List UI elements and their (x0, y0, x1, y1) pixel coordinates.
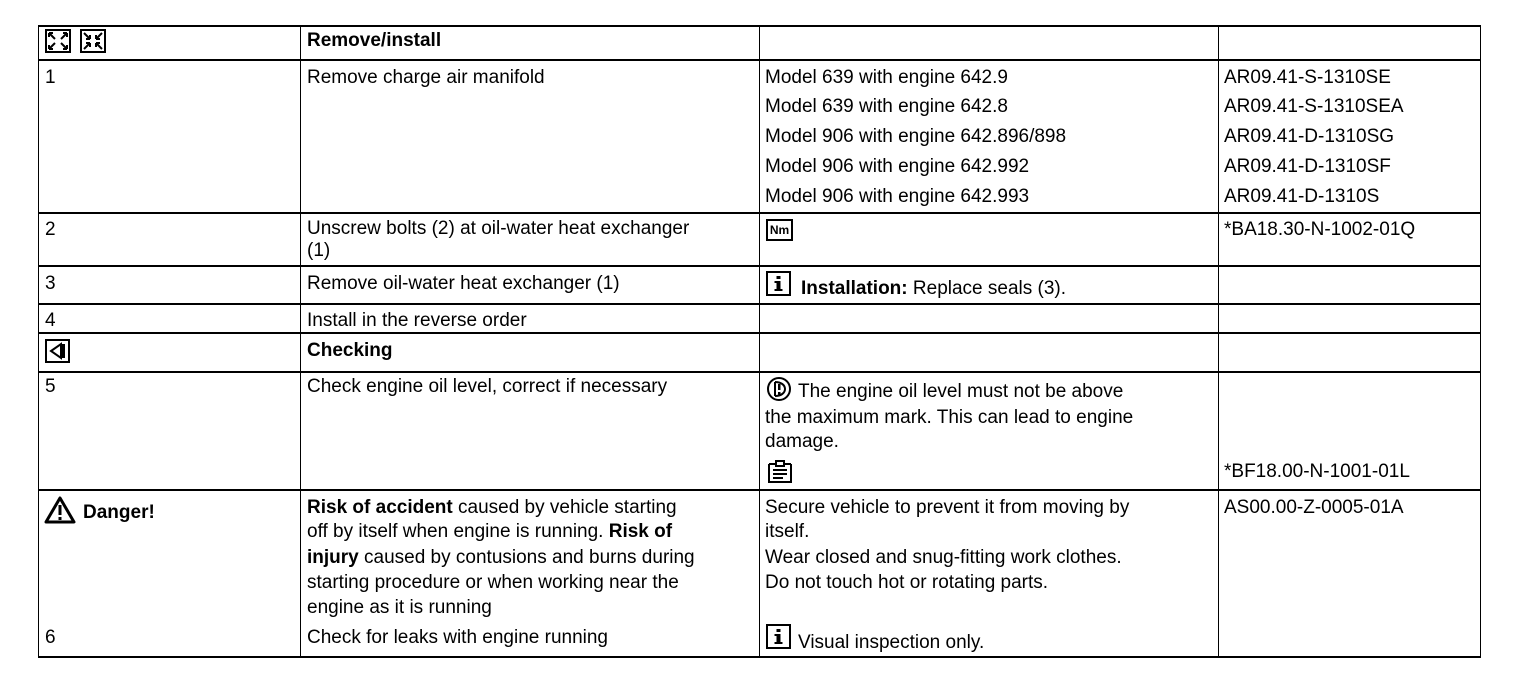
model-variant: Model 639 with engine 642.8 (765, 96, 1008, 117)
model-variant: Model 906 with engine 642.896/898 (765, 126, 1067, 147)
step-description: Remove oil-water heat exchanger (1) (307, 273, 620, 294)
danger-label: Danger! (83, 502, 155, 523)
col-divider (38, 25, 39, 658)
section-title-checking: Checking (307, 340, 393, 361)
torque-nm-icon[interactable]: Nm (766, 219, 793, 241)
col-divider (759, 25, 760, 658)
info-icon[interactable] (766, 271, 791, 296)
reference-link[interactable]: AR09.41-D-1310SF (1224, 156, 1391, 177)
risk-text-line: engine as it is running (307, 597, 492, 618)
risk-text-line (307, 520, 672, 544)
risk-text-line: starting procedure or when working near the (307, 572, 679, 593)
inspection-note: Visual inspection only. (798, 632, 985, 653)
col-divider (1218, 25, 1219, 658)
risk-injury-text: caused by contusions and burns during (358, 547, 695, 568)
risk-text-line (307, 546, 695, 570)
caution-text-cont: damage. (765, 431, 839, 452)
row-divider (38, 332, 1481, 334)
notepad-icon[interactable] (766, 460, 794, 484)
step-number: 4 (45, 310, 56, 331)
step-number: 6 (45, 627, 56, 648)
step-description: Check engine oil level, correct if necessary (307, 376, 668, 397)
step-description: Check for leaks with engine running (307, 627, 609, 648)
model-variant: Model 906 with engine 642.993 (765, 186, 1030, 207)
collapse-arrows-icon[interactable] (80, 29, 106, 53)
safety-measure: Do not touch hot or rotating parts. (765, 572, 1049, 593)
model-variant: Model 906 with engine 642.992 (765, 156, 1030, 177)
safety-measure: itself. (765, 521, 810, 542)
section-title-remove-install: Remove/install (307, 30, 442, 51)
row-divider (38, 265, 1481, 267)
expand-arrows-icon[interactable] (45, 29, 71, 53)
back-arrow-icon[interactable] (45, 339, 70, 363)
row-divider (38, 371, 1481, 373)
reference-link[interactable]: *BA18.30-N-1002-01Q (1224, 219, 1416, 240)
step-description: Remove charge air manifold (307, 67, 545, 88)
step-description: Install in the reverse order (307, 310, 527, 331)
model-variant: Model 639 with engine 642.9 (765, 67, 1008, 88)
risk-accident-label: Risk of accident (307, 497, 453, 518)
step-description: Unscrew bolts (2) at oil-water heat exchanger (307, 218, 690, 239)
reference-link[interactable]: AS00.00-Z-0005-01A (1224, 497, 1404, 518)
reference-link[interactable]: AR09.41-D-1310SG (1224, 126, 1395, 147)
step-number: 3 (45, 273, 56, 294)
row-divider (38, 303, 1481, 305)
step-number: 1 (45, 67, 56, 88)
risk-accident-text: caused by vehicle starting (452, 497, 677, 518)
risk-accident-text-cont: off by itself when engine is running. (307, 521, 609, 542)
step-number: 5 (45, 376, 56, 397)
step-description-cont: (1) (307, 240, 331, 261)
col-divider (1480, 25, 1481, 658)
installation-note (801, 277, 1066, 301)
safety-measure: Secure vehicle to prevent it from moving by (765, 497, 1130, 518)
warning-triangle-icon (44, 496, 76, 524)
reference-link[interactable]: AR09.41-S-1310SE (1224, 67, 1391, 88)
info-icon[interactable] (766, 624, 791, 649)
caution-icon (766, 376, 792, 402)
reference-link[interactable]: *BF18.00-N-1001-01L (1224, 461, 1410, 482)
reference-link[interactable]: AR09.41-D-1310S (1224, 186, 1380, 207)
row-divider (38, 489, 1481, 491)
col-divider (300, 25, 301, 658)
installation-text: Replace seals (3). (907, 278, 1067, 299)
reference-link[interactable]: AR09.41-S-1310SEA (1224, 96, 1404, 117)
safety-measure: Wear closed and snug-fitting work clothes. (765, 547, 1122, 568)
risk-text-line (307, 496, 677, 520)
caution-text: The engine oil level must not be above (798, 381, 1124, 402)
step-number: 2 (45, 219, 56, 240)
installation-label: Installation: (801, 278, 908, 299)
row-divider (38, 212, 1481, 214)
row-divider (38, 59, 1481, 61)
caution-text-cont: the maximum mark. This can lead to engine (765, 407, 1134, 428)
risk-injury-label: Risk of (608, 521, 673, 542)
risk-injury-label-cont: injury (307, 547, 359, 568)
